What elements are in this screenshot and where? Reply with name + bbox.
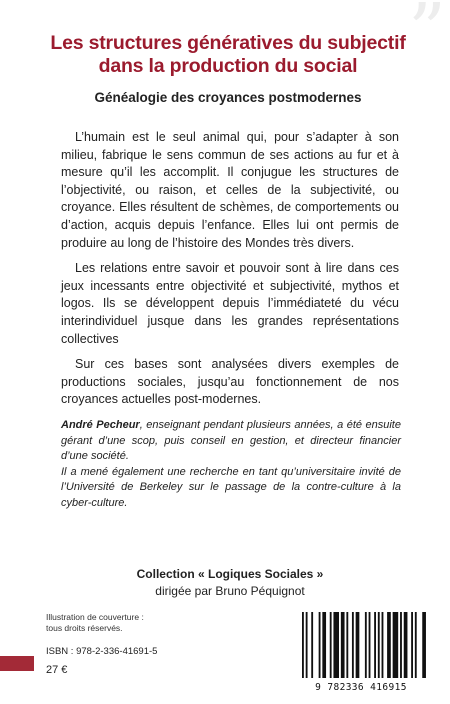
barcode-digits: 9 782336 416915	[315, 682, 407, 693]
title-line-2: dans la production du social	[98, 55, 358, 77]
title-line-1: Les structures génératives du subjectif	[50, 32, 406, 54]
collection-director: dirigée par Bruno Péquignot	[155, 584, 305, 598]
blurb-paragraph-1: L’humain est le seul animal qui, pour s’adapter à son milieu, fabrique le sens commun de ses actions au fur et à mesure qu’il les accomplit. Il conjugue les structures de l’objectivité, ou raison, et celles de la subjectivité, ou croyance. Elles résultent de schèmes, de comportements ou d’action, acquis depuis l’enfance. Elles lui ont permis de produire au long de l’histoire des Mondes très divers.	[61, 130, 399, 250]
accent-bar	[0, 656, 34, 671]
collection-name: Collection « Logiques Sociales »	[136, 567, 324, 581]
blurb-paragraph-2: Les relations entre savoir et pouvoir sont à lire dans ces jeux incessants entre objectivité et subjectivité, mythos et logos. Ils se développent depuis l’immédiateté du vécu interindividuel jusque dans les grandes représentations collectives	[61, 261, 399, 346]
blurb-paragraph-3: Sur ces bases sont analysées divers exemples de productions sociales, jusqu’au fonctionnement de nos croyances actuelles post-modernes.	[61, 357, 399, 407]
author-bio-text-1: , enseignant pendant plusieurs années, a été ensuite gérant d’une scop, puis conseil en gestion, et directeur financier d’une société.	[61, 419, 401, 463]
author-bio-paragraph-1	[61, 418, 401, 465]
quotation-mark-icon: ”	[408, 0, 446, 74]
cover-credit	[46, 612, 206, 634]
isbn: ISBN : 978-2-336-41691-5	[46, 646, 158, 657]
cover-credit-line-1: Illustration de couverture :	[46, 612, 144, 622]
price: 27 €	[46, 664, 68, 676]
book-title	[40, 32, 416, 78]
cover-credit-line-2: tous droits réservés.	[46, 623, 123, 633]
barcode-bars	[290, 608, 432, 682]
author-name: André Pecheur	[61, 419, 140, 431]
barcode	[290, 608, 432, 696]
blurb	[61, 129, 399, 417]
author-bio	[61, 418, 401, 512]
author-bio-paragraph-2: Il a mené également une recherche en tant qu’universitaire invité de l’Université de Berkeley sur le passage de la contre-culture à la cyber-culture.	[61, 465, 401, 509]
collection-info	[60, 566, 400, 600]
book-subtitle: Généalogie des croyances postmodernes	[94, 90, 362, 105]
